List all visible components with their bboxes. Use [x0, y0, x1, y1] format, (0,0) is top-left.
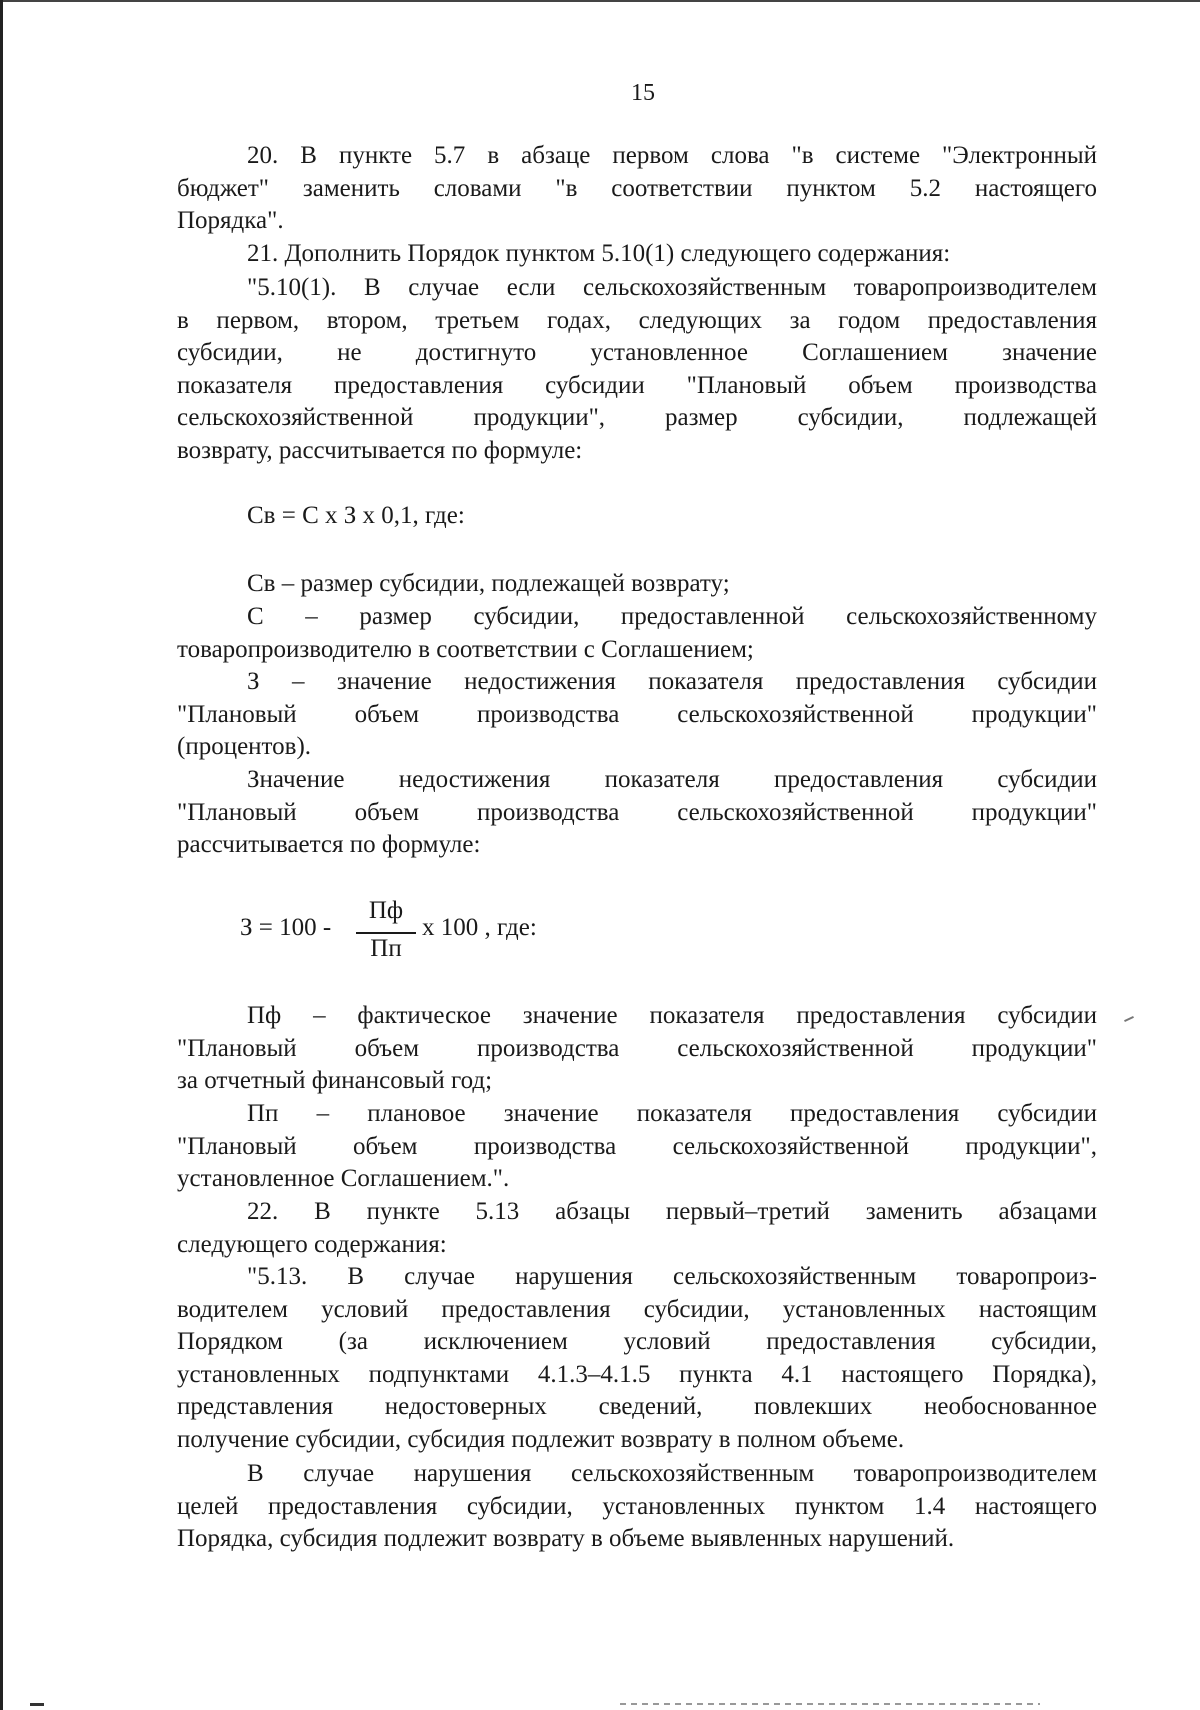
formula-z-lhs: З = 100 - — [240, 914, 332, 941]
text-line: Порядком (за исключением условий предоставления субсидии, — [177, 1328, 1097, 1355]
calc-intro — [177, 764, 1097, 862]
text-line: субсидии, не достигнуто установленное Соглашением значение — [177, 339, 1097, 366]
text-line: "Плановый объем производства сельскохозяйственной продукции", — [177, 1132, 1097, 1160]
text-line: Пп – плановое значение показателя предоставления субсидии — [247, 1100, 1097, 1127]
text-line: (процентов). — [177, 733, 312, 760]
scan-edge-left — [0, 0, 3, 1710]
clause-5-13-second-paragraph — [177, 1458, 1097, 1556]
item-21-intro — [177, 238, 1097, 271]
formula-z-denominator: Пп — [370, 935, 402, 962]
text-line: "Плановый объем производства сельскохозяйственной продукции" — [177, 1034, 1097, 1062]
text-line: целей предоставления субсидии, установленных пунктом 1.4 настоящего — [177, 1492, 1097, 1520]
text-line: установленное Соглашением.". — [177, 1165, 510, 1192]
text-line: рассчитывается по формуле: — [177, 831, 481, 858]
text-line: Порядка". — [177, 207, 284, 234]
text-line: "5.10(1). В случае если сельскохозяйственным товаропроизводителем — [247, 274, 1097, 301]
clause-5-13-paragraph — [177, 1261, 1097, 1456]
text-line: 22. В пункте 5.13 абзацы первый–третий заменить абзацами — [247, 1198, 1097, 1225]
text-line: получение субсидии, субсидия подлежит возврату в полном объеме. — [177, 1425, 905, 1453]
definition-c — [177, 601, 1097, 666]
scan-mark — [1124, 1016, 1134, 1022]
clause-5-10-1-paragraph — [177, 272, 1097, 467]
text-line: бюджет" заменить словами "в соответствии пунктом 5.2 настоящего — [177, 174, 1097, 202]
definition-sv — [177, 568, 1097, 601]
text-line: показателя предоставления субсидии "Плановый объем производства — [177, 371, 1097, 399]
scan-edge-top — [0, 0, 1200, 2]
text-line: 21. Дополнить Порядок пунктом 5.10(1) следующего содержания: — [247, 240, 951, 267]
text-line: представления недостоверных сведений, повлекших необоснованное — [177, 1393, 1097, 1420]
text-line: Св – размер субсидии, подлежащей возврату; — [247, 570, 730, 597]
text-line: товаропроизводителю в соответствии с Соглашением; — [177, 635, 754, 663]
formula-z-rhs: х 100 , где: — [422, 914, 537, 941]
scan-mark — [30, 1703, 44, 1706]
text-line: возврату, рассчитывается по формуле: — [177, 436, 583, 464]
text-line: В случае нарушения сельскохозяйственным товаропроизводителем — [247, 1460, 1097, 1487]
text-line: З – значение недостижения показателя предоставления субсидии — [247, 668, 1097, 695]
text-line: С – размер субсидии, предоставленной сельскохозяйственному — [247, 603, 1097, 630]
text-line: Порядка, субсидия подлежит возврату в объеме выявленных нарушений. — [177, 1525, 955, 1552]
formula-z-numerator: Пф — [368, 897, 404, 924]
text-line: за отчетный финансовый год; — [177, 1067, 493, 1094]
item-20-paragraph — [177, 140, 1097, 238]
text-line: "5.13. В случае нарушения сельскохозяйственным товаропроиз- — [247, 1263, 1097, 1290]
scan-noise — [620, 1703, 1040, 1705]
definition-pf — [177, 1000, 1097, 1098]
page-number: 15 — [631, 80, 655, 106]
formula-sv: Св = С х З х 0,1, где: — [247, 502, 465, 529]
text-line: сельскохозяйственной продукции", размер субсидии, подлежащей — [177, 404, 1097, 431]
text-line: следующего содержания: — [177, 1230, 447, 1258]
text-line: Значение недостижения показателя предоставления субсидии — [247, 766, 1097, 793]
fraction-bar — [356, 932, 416, 934]
text-line: 20. В пункте 5.7 в абзаце первом слова "в системе "Электронный — [247, 142, 1097, 169]
definition-pp — [177, 1098, 1097, 1196]
text-line: водителем условий предоставления субсидии, установленных настоящим — [177, 1295, 1097, 1323]
text-line: "Плановый объем производства сельскохозяйственной продукции" — [177, 798, 1097, 826]
text-line: "Плановый объем производства сельскохозяйственной продукции" — [177, 700, 1097, 728]
definition-z — [177, 666, 1097, 764]
text-line: установленных подпунктами 4.1.3–4.1.5 пункта 4.1 настоящего Порядка), — [177, 1360, 1097, 1388]
text-line: Пф – фактическое значение показателя предоставления субсидии — [247, 1002, 1097, 1029]
item-22-intro — [177, 1196, 1097, 1261]
text-line: в первом, втором, третьем годах, следующих за годом предоставления — [177, 306, 1097, 334]
